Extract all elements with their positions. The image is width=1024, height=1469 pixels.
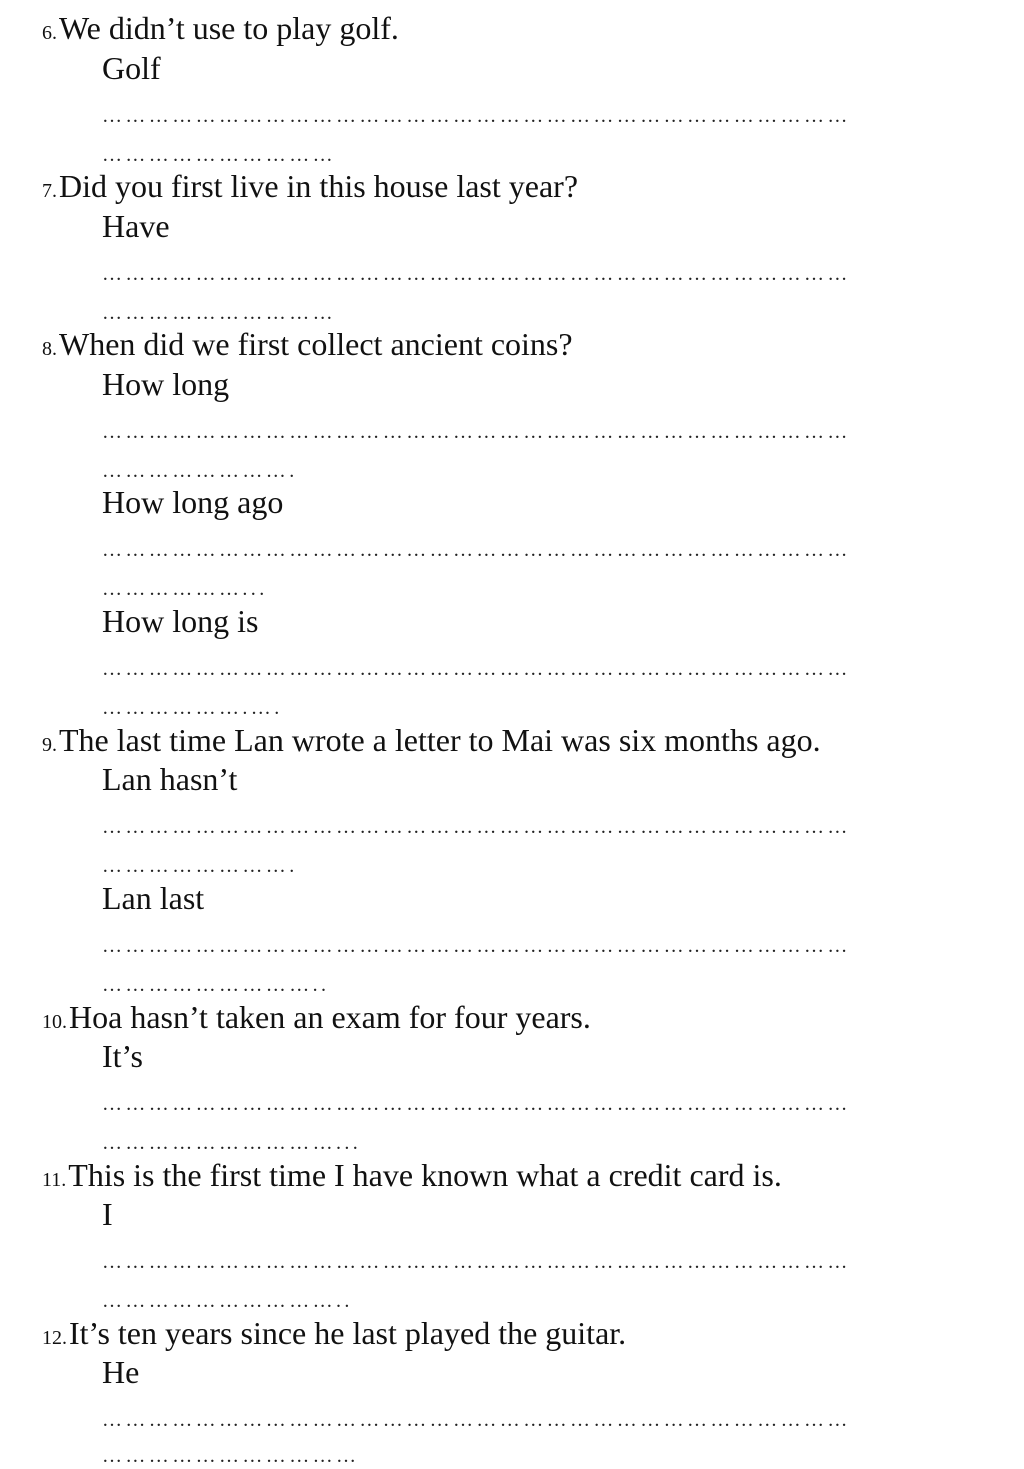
question-prompt: The last time Lan wrote a letter to Mai was six months ago. [59,722,821,758]
question-prompt: Did you first live in this house last year? [59,168,579,204]
answer-line-continuation[interactable]: ………………………… [102,303,336,323]
answer-line-continuation[interactable]: …………………………… [102,1446,360,1466]
answer-line-continuation[interactable]: ………………... [102,579,268,599]
answer-line-continuation[interactable]: ……………………….. [102,975,330,995]
question-number: 12. [42,1327,67,1349]
question-9 [42,722,821,763]
question-number: 11. [42,1169,67,1191]
answer-line-continuation[interactable]: ………………………….. [102,1291,353,1311]
question-number: 6. [42,22,57,44]
question-prompt: When did we first collect ancient coins? [59,326,573,362]
answer-starter: Golf [102,50,161,86]
answer-starter: How long is [102,603,259,639]
answer-starter: Lan last [102,880,205,916]
answer-starter: He [102,1354,140,1390]
answer-line[interactable]: …………………………………………………………………………………… [102,1094,851,1114]
question-prompt: Hoa hasn’t taken an exam for four years. [69,999,591,1035]
answer-line-continuation[interactable]: ………………………… [102,145,336,165]
question-number: 8. [42,338,57,360]
answer-starter: How long ago [102,484,284,520]
answer-line-continuation[interactable]: …………………………... [102,1133,362,1153]
question-10 [42,999,591,1040]
answer-starter: Lan hasn’t [102,761,238,797]
answer-line-continuation[interactable]: ……………………. [102,856,298,876]
question-7 [42,168,578,209]
answer-starter: It’s [102,1038,143,1074]
answer-line[interactable]: …………………………………………………………………………………… [102,540,851,560]
answer-line[interactable]: …………………………………………………………………………………… [102,106,851,126]
question-prompt: We didn’t use to play golf. [59,10,399,46]
question-6 [42,10,399,51]
answer-line-continuation[interactable]: ……………….…. [102,698,283,718]
answer-line[interactable]: …………………………………………………………………………………… [102,1410,851,1430]
question-number: 9. [42,734,57,756]
answer-line-continuation[interactable]: ……………………. [102,461,298,481]
question-8 [42,326,573,367]
answer-line[interactable]: …………………………………………………………………………………… [102,936,851,956]
question-11 [42,1157,782,1198]
answer-starter: I [102,1196,113,1232]
question-prompt: It’s ten years since he last played the guitar. [69,1315,627,1351]
answer-line[interactable]: …………………………………………………………………………………… [102,264,851,284]
answer-starter: Have [102,208,170,244]
question-12 [42,1315,626,1356]
answer-line[interactable]: …………………………………………………………………………………… [102,1252,851,1272]
answer-line[interactable]: …………………………………………………………………………………… [102,422,851,442]
answer-starter: How long [102,366,230,402]
question-prompt: This is the first time I have known what a credit card is. [68,1157,782,1193]
answer-line[interactable]: …………………………………………………………………………………… [102,659,851,679]
question-number: 10. [42,1011,67,1033]
answer-line[interactable]: …………………………………………………………………………………… [102,817,851,837]
question-number: 7. [42,180,57,202]
